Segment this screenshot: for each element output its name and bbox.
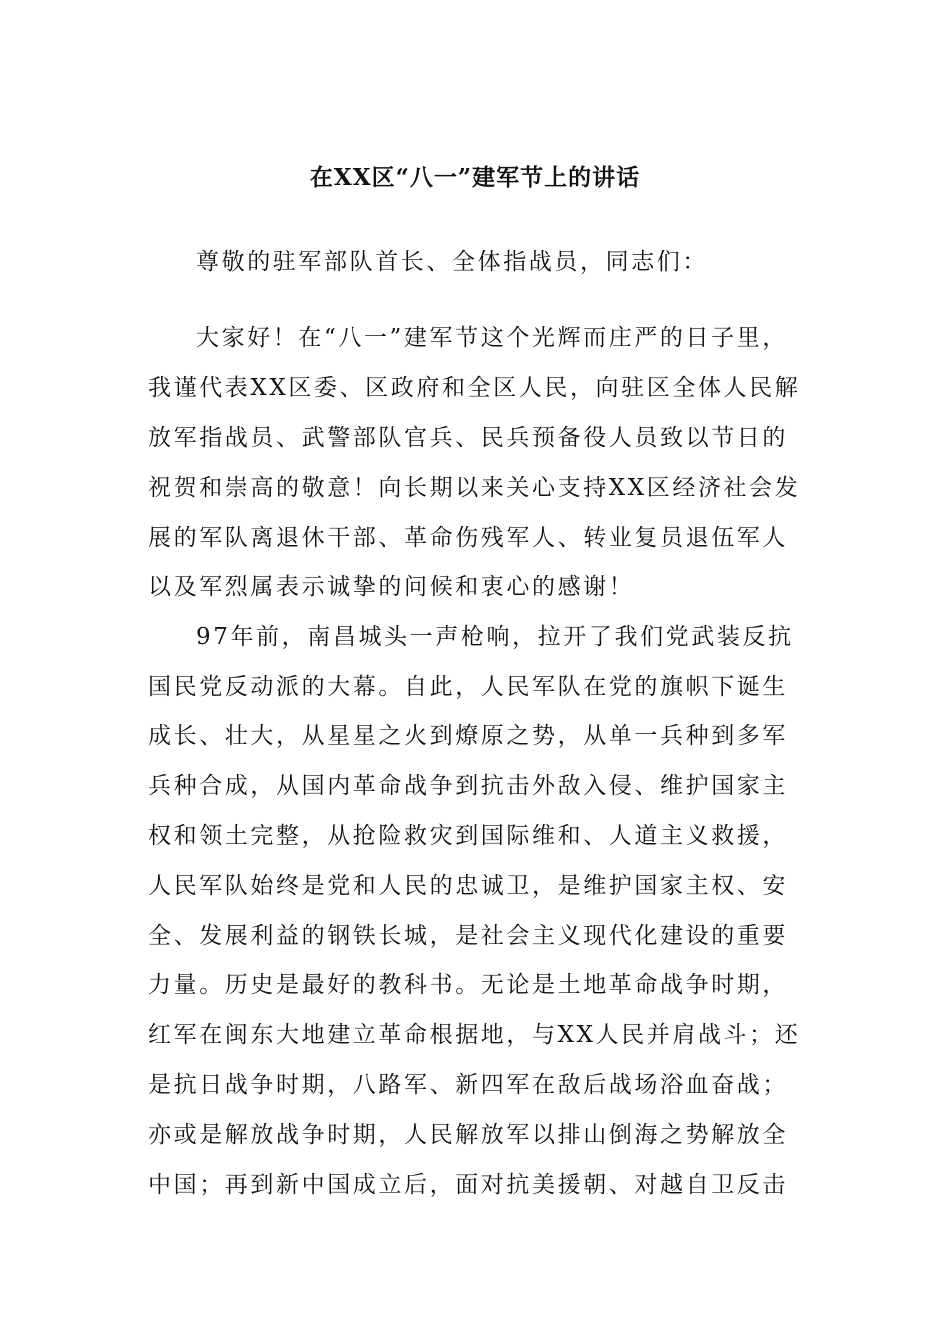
paragraph-line: 大家好！在“八一”建军节这个光辉而庄严的日子里，	[196, 325, 788, 351]
paragraph-line: 兵种合成，从国内革命战争到抗击外敌入侵、维护国家主	[148, 773, 788, 799]
paragraph-line: 祝贺和崇高的敬意！向长期以来关心支持XX区经济社会发	[148, 475, 801, 501]
paragraph-line: 红军在闽东大地建立革命根据地，与XX人民并肩战斗；还	[148, 1022, 801, 1048]
paragraph-line: 展的军队离退休干部、革命伤残军人、转业复员退伍军人	[148, 525, 788, 551]
paragraph-line: 亦或是解放战争时期，人民解放军以排山倒海之势解放全	[148, 1122, 788, 1148]
paragraph-line: 中国；再到新中国成立后，面对抗美援朝、对越自卫反击	[148, 1172, 788, 1198]
paragraph-line: 人民军队始终是党和人民的忠诚卫，是维护国家主权、安	[148, 873, 788, 899]
salutation-line: 尊敬的驻军部队首长、全体指战员，同志们：	[196, 249, 708, 275]
paragraph-line: 全、发展利益的钢铁长城，是社会主义现代化建设的重要	[148, 923, 788, 949]
paragraph-line: 国民党反动派的大幕。自此，人民军队在党的旗帜下诞生	[148, 674, 788, 700]
paragraph-line: 是抗日战争时期，八路军、新四军在敌后战场浴血奋战；	[148, 1072, 788, 1098]
paragraph-line: 我谨代表XX区委、区政府和全区人民，向驻区全体人民解	[148, 375, 801, 401]
paragraph-line: 力量。历史是最好的教科书。无论是土地革命战争时期，	[148, 972, 788, 998]
paragraph-line: 权和领土完整，从抢险救灾到国际维和、人道主义救援，	[148, 823, 788, 849]
paragraph-line: 放军指战员、武警部队官兵、民兵预备役人员致以节日的	[148, 425, 788, 451]
paragraph-line: 97年前，南昌城头一声枪响，拉开了我们党武装反抗	[196, 624, 794, 650]
document-title: 在XX区“八一”建军节上的讲话	[309, 164, 641, 191]
paragraph-line: 以及军烈属表示诚挚的问候和衷心的感谢！	[148, 574, 635, 600]
paragraph-line: 成长、壮大，从星星之火到燎原之势，从单一兵种到多军	[148, 723, 788, 749]
